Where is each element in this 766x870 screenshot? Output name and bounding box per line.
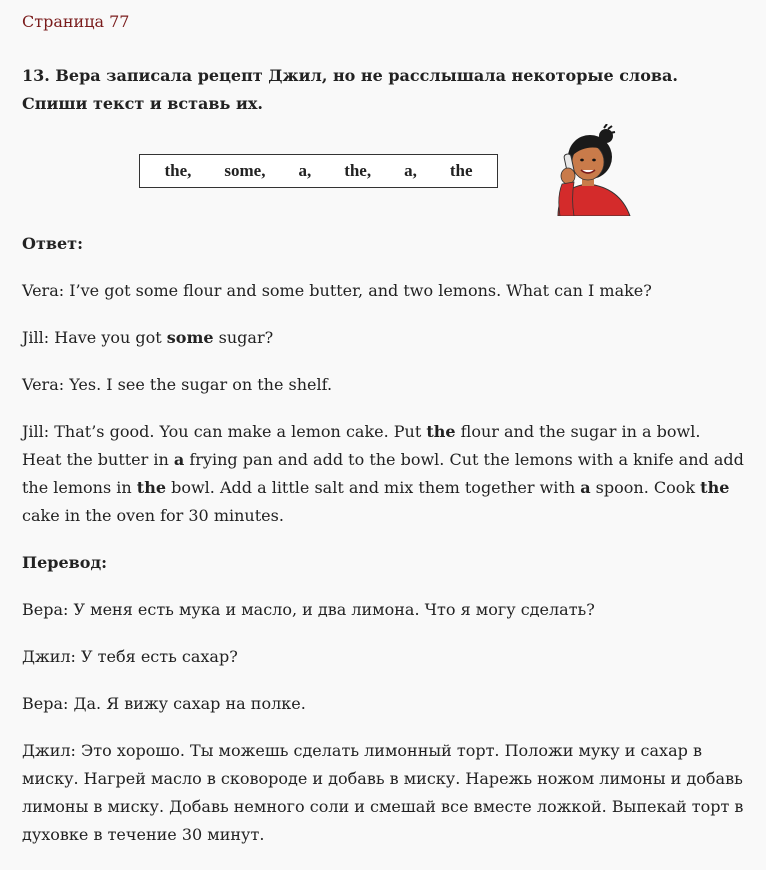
answer-heading: Ответ: <box>22 234 83 253</box>
task-heading <box>22 62 744 118</box>
page-link[interactable]: Страница 77 <box>22 12 130 31</box>
answer-line-1: Vera: I’ve got some flour and some butter, and two lemons. What can I make? <box>22 281 652 300</box>
task-line-2: Спиши текст и вставь их. <box>22 94 263 113</box>
answer-line-3: Vera: Yes. I see the sugar on the shelf. <box>22 375 333 394</box>
answer-line-4: Jill: That’s good. You can make a lemon cake. Put the flour and the sugar in a bowl. Heat the butter in a frying pan and add to the bowl. Cut the lemons with a knife and add the lemons in the bowl. Add a little salt and mix them together with a spoon. Cook the cake in the oven for 30 minutes. <box>22 422 744 525</box>
answer-line-2: Jill: Have you got some sugar? <box>22 328 274 347</box>
translation-line-2: Джил: У тебя есть сахар? <box>22 647 238 666</box>
word-5: a, <box>404 161 417 180</box>
word-3: a, <box>298 161 312 180</box>
task-line-1: 13. Вера записала рецепт Джил, но не расслышала некоторые слова. <box>22 66 678 85</box>
word-4: the, <box>344 161 372 180</box>
word-box <box>139 154 498 188</box>
translation-line-1: Вера: У меня есть мука и масло, и два лимона. Что я могу сделать? <box>22 600 595 619</box>
word-1: the, <box>164 161 192 180</box>
translation-heading: Перевод: <box>22 553 108 572</box>
exercise-row <box>22 118 744 230</box>
translation-line-3: Вера: Да. Я вижу сахар на полке. <box>22 694 306 713</box>
word-2: some, <box>224 161 266 180</box>
word-6: the <box>449 161 473 180</box>
translation-line-4: Джил: Это хорошо. Ты можешь сделать лимонный торт. Положи муку и сахар в миску. Нагрей масло в сковороде и добавь в миску. Нарежь ножом лимоны и добавь лимоны в миску. Добавь немного соли и смешай все вместе ложкой. Выпекай торт в духовке в течение 30 минут. <box>22 741 744 844</box>
girl-on-phone-illustration <box>544 124 634 216</box>
